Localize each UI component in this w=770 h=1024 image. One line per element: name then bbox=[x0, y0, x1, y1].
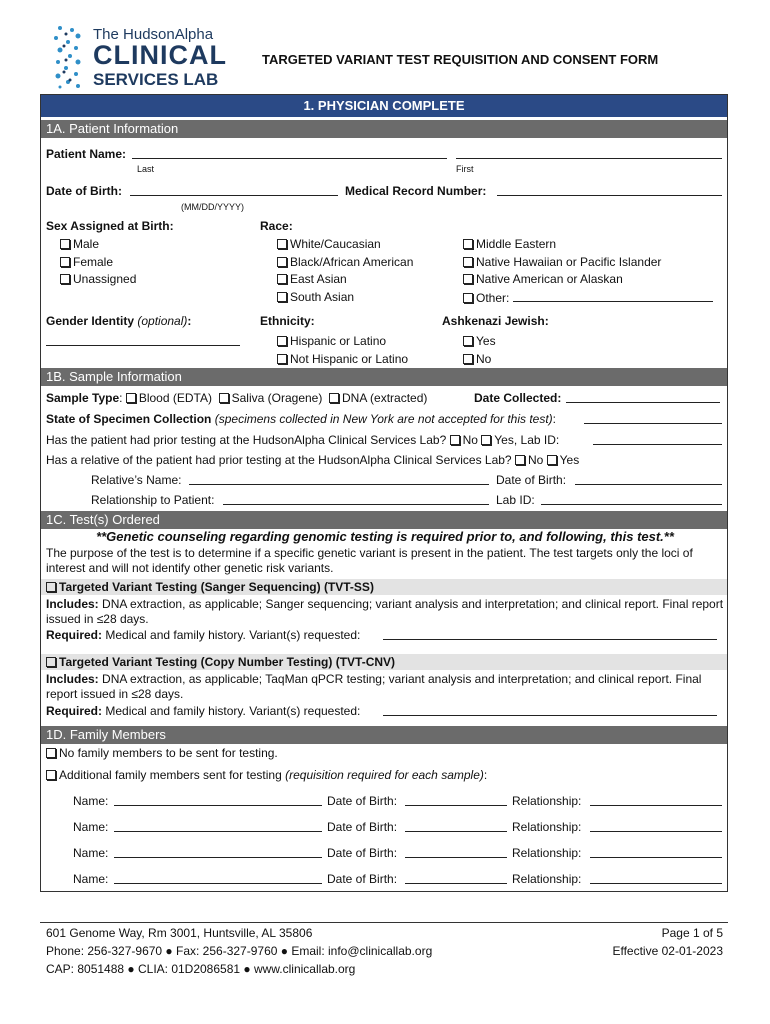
patient-name-label: Patient Name: bbox=[46, 147, 127, 161]
family-dob-label: Date of Birth: bbox=[327, 846, 398, 860]
logo-text-big: CLINICAL bbox=[93, 40, 227, 70]
sex-option[interactable]: Unassigned bbox=[60, 272, 136, 286]
prior-testing-row: Has the patient had prior testing at the HudsonAlpha Clinical Services Lab? No Yes, Lab ID: bbox=[46, 433, 560, 447]
checkbox-icon[interactable] bbox=[277, 257, 287, 267]
footer-contact: Phone: 256-327-9670 ● Fax: 256-327-9760 ● Email: info@clinicallab.org bbox=[46, 944, 433, 958]
family-name-field[interactable] bbox=[114, 820, 322, 832]
family-relationship-field[interactable] bbox=[590, 872, 722, 884]
counseling-note: **Genetic counseling regarding genomic testing is required prior to, and following, this test.** bbox=[96, 529, 674, 544]
footer-cap: CAP: 8051488 ● CLIA: 01D2086581 ● www.clinicallab.org bbox=[46, 962, 356, 976]
family-name-label: Name: bbox=[73, 872, 109, 886]
section-1a-header: 1A. Patient Information bbox=[41, 120, 727, 138]
checkbox-icon[interactable] bbox=[463, 293, 473, 303]
checkbox-icon[interactable] bbox=[463, 239, 473, 249]
family-relationship-label: Relationship: bbox=[512, 820, 582, 834]
race-option[interactable]: South Asian bbox=[277, 290, 354, 304]
relative-name-label: Relative’s Name: bbox=[91, 473, 182, 487]
section-1b-header: 1B. Sample Information bbox=[41, 368, 727, 386]
race-option[interactable]: White/Caucasian bbox=[277, 237, 381, 251]
lab-logo bbox=[50, 24, 230, 94]
family-dob-label: Date of Birth: bbox=[327, 794, 398, 808]
footer-page: Page 1 of 5 bbox=[661, 926, 723, 940]
logo-text-mid: SERVICES LAB bbox=[93, 70, 219, 89]
state-row: State of Specimen Collection (specimens collected in New York are not accepted for this test): bbox=[46, 412, 557, 426]
relationship-field[interactable] bbox=[223, 493, 489, 505]
relative-name-field[interactable] bbox=[189, 473, 489, 485]
sample-type-row: Sample Type: Blood (EDTA) Saliva (Oragene) DNA (extracted) bbox=[46, 391, 428, 405]
date-collected-label: Date Collected: bbox=[474, 391, 562, 405]
relative-lab-id-label: Lab ID: bbox=[496, 493, 535, 507]
form-title: TARGETED VARIANT TEST REQUISITION AND CONSENT FORM bbox=[262, 52, 659, 67]
tvt-cnv-includes: Includes: DNA extraction, as applicable; TaqMan qPCR testing; variant analysis and interpretation; and clinical report. Final report issued in ≤28 days. bbox=[46, 672, 702, 701]
family-name-field[interactable] bbox=[114, 872, 322, 884]
last-hint: Last bbox=[137, 164, 155, 174]
family-name-field[interactable] bbox=[114, 846, 322, 858]
state-field[interactable] bbox=[584, 412, 722, 424]
checkbox-icon[interactable] bbox=[46, 770, 56, 780]
checkbox-icon[interactable] bbox=[463, 274, 473, 284]
race-option[interactable]: Black/African American bbox=[277, 255, 413, 269]
ashkenazi-option[interactable]: Yes bbox=[463, 334, 496, 348]
checkbox-icon[interactable] bbox=[277, 336, 287, 346]
date-collected-field[interactable] bbox=[566, 391, 720, 403]
family-name-field[interactable] bbox=[114, 794, 322, 806]
checkbox-icon[interactable] bbox=[46, 657, 56, 667]
checkbox-icon[interactable] bbox=[450, 435, 460, 445]
physician-bar: 1. PHYSICIAN COMPLETE bbox=[41, 95, 727, 117]
family-relationship-label: Relationship: bbox=[512, 846, 582, 860]
checkbox-icon[interactable] bbox=[463, 257, 473, 267]
checkbox-icon[interactable] bbox=[277, 239, 287, 249]
race-option[interactable]: Native Hawaiian or Pacific Islander bbox=[463, 255, 661, 269]
patient-last-name-field[interactable] bbox=[132, 147, 447, 159]
race-option-other[interactable]: Other: bbox=[463, 290, 713, 305]
tvt-cnv-required: Required: Medical and family history. Variant(s) requested: bbox=[46, 704, 361, 718]
race-other-field[interactable] bbox=[513, 290, 713, 302]
family-relationship-label: Relationship: bbox=[512, 872, 582, 886]
checkbox-icon[interactable] bbox=[515, 455, 525, 465]
family-dob-field[interactable] bbox=[405, 820, 507, 832]
test-purpose: The purpose of the test is to determine if a specific genetic variant is present in the patient. The test targets only the loci of interest and will not identify other genetic risk variants. bbox=[46, 546, 693, 575]
no-family-option[interactable]: No family members to be sent for testing. bbox=[46, 746, 278, 760]
sex-option[interactable]: Male bbox=[60, 237, 99, 251]
ethnicity-option[interactable]: Not Hispanic or Latino bbox=[277, 352, 408, 366]
checkbox-icon[interactable] bbox=[277, 354, 287, 364]
ashkenazi-option[interactable]: No bbox=[463, 352, 491, 366]
ashkenazi-label: Ashkenazi Jewish: bbox=[442, 314, 549, 328]
additional-family-option[interactable]: Additional family members sent for testing (requisition required for each sample): bbox=[46, 768, 487, 782]
checkbox-icon[interactable] bbox=[60, 239, 70, 249]
checkbox-icon[interactable] bbox=[329, 393, 339, 403]
family-name-label: Name: bbox=[73, 820, 109, 834]
tvt-ss-required: Required: Medical and family history. Variant(s) requested: bbox=[46, 628, 361, 642]
family-dob-field[interactable] bbox=[405, 872, 507, 884]
family-relationship-field[interactable] bbox=[590, 794, 722, 806]
race-label: Race: bbox=[260, 219, 293, 233]
race-option[interactable]: Middle Eastern bbox=[463, 237, 556, 251]
patient-first-name-field[interactable] bbox=[456, 147, 722, 159]
relative-lab-id-field[interactable] bbox=[541, 493, 722, 505]
checkbox-icon[interactable] bbox=[126, 393, 136, 403]
family-dob-field[interactable] bbox=[405, 846, 507, 858]
family-relationship-label: Relationship: bbox=[512, 794, 582, 808]
checkbox-icon[interactable] bbox=[463, 354, 473, 364]
relative-testing-row: Has a relative of the patient had prior testing at the HudsonAlpha Clinical Services Lab? No Yes bbox=[46, 453, 580, 467]
checkbox-icon[interactable] bbox=[46, 748, 56, 758]
relationship-label: Relationship to Patient: bbox=[91, 493, 215, 507]
checkbox-icon[interactable] bbox=[463, 336, 473, 346]
family-dob-label: Date of Birth: bbox=[327, 872, 398, 886]
gender-label: Gender Identity (optional): bbox=[46, 314, 192, 328]
dob-label: Date of Birth: bbox=[46, 184, 122, 198]
checkbox-icon[interactable] bbox=[60, 274, 70, 284]
first-hint: First bbox=[456, 164, 474, 174]
sex-option[interactable]: Female bbox=[60, 255, 113, 269]
family-name-label: Name: bbox=[73, 846, 109, 860]
checkbox-icon[interactable] bbox=[481, 435, 491, 445]
ethnicity-label: Ethnicity: bbox=[260, 314, 315, 328]
tvt-ss-variants-field[interactable] bbox=[383, 628, 717, 640]
checkbox-icon[interactable] bbox=[277, 274, 287, 284]
tvt-cnv-variants-field[interactable] bbox=[383, 704, 717, 716]
footer-address: 601 Genome Way, Rm 3001, Huntsville, AL 35806 bbox=[46, 926, 313, 940]
family-dob-label: Date of Birth: bbox=[327, 820, 398, 834]
checkbox-icon[interactable] bbox=[60, 257, 70, 267]
checkbox-icon[interactable] bbox=[277, 292, 287, 302]
family-relationship-field[interactable] bbox=[590, 846, 722, 858]
dna-helix-icon bbox=[50, 24, 90, 90]
logo-text-small: The HudsonAlpha bbox=[93, 26, 214, 43]
section-1c-header: 1C. Test(s) Ordered bbox=[41, 511, 727, 529]
mrn-label: Medical Record Number: bbox=[345, 184, 487, 198]
ethnicity-option[interactable]: Hispanic or Latino bbox=[277, 334, 386, 348]
prior-lab-id-field[interactable] bbox=[593, 433, 722, 445]
footer-effective: Effective 02-01-2023 bbox=[612, 944, 723, 958]
checkbox-icon[interactable] bbox=[46, 582, 56, 592]
race-option[interactable]: East Asian bbox=[277, 272, 347, 286]
race-option[interactable]: Native American or Alaskan bbox=[463, 272, 623, 286]
mrn-field[interactable] bbox=[497, 184, 722, 196]
family-relationship-field[interactable] bbox=[590, 820, 722, 832]
relative-dob-field[interactable] bbox=[575, 473, 722, 485]
footer-divider bbox=[40, 922, 728, 923]
checkbox-icon[interactable] bbox=[219, 393, 229, 403]
checkbox-icon[interactable] bbox=[547, 455, 557, 465]
dob-field[interactable] bbox=[130, 184, 338, 196]
section-1d-header: 1D. Family Members bbox=[41, 726, 727, 744]
relative-dob-label: Date of Birth: bbox=[496, 473, 567, 487]
family-name-label: Name: bbox=[73, 794, 109, 808]
test-tvt-cnv-header[interactable]: Targeted Variant Testing (Copy Number Testing) (TVT-CNV) bbox=[41, 654, 727, 670]
tvt-ss-includes: Includes: DNA extraction, as applicable; Sanger sequencing; variant analysis and interpretation; and clinical report. Final report issued in ≤28 days. bbox=[46, 597, 724, 626]
sex-label: Sex Assigned at Birth: bbox=[46, 219, 174, 233]
gender-field[interactable] bbox=[46, 334, 240, 346]
family-dob-field[interactable] bbox=[405, 794, 507, 806]
dob-hint: (MM/DD/YYYY) bbox=[181, 202, 244, 212]
test-tvt-ss-header[interactable]: Targeted Variant Testing (Sanger Sequencing) (TVT-SS) bbox=[41, 579, 727, 595]
